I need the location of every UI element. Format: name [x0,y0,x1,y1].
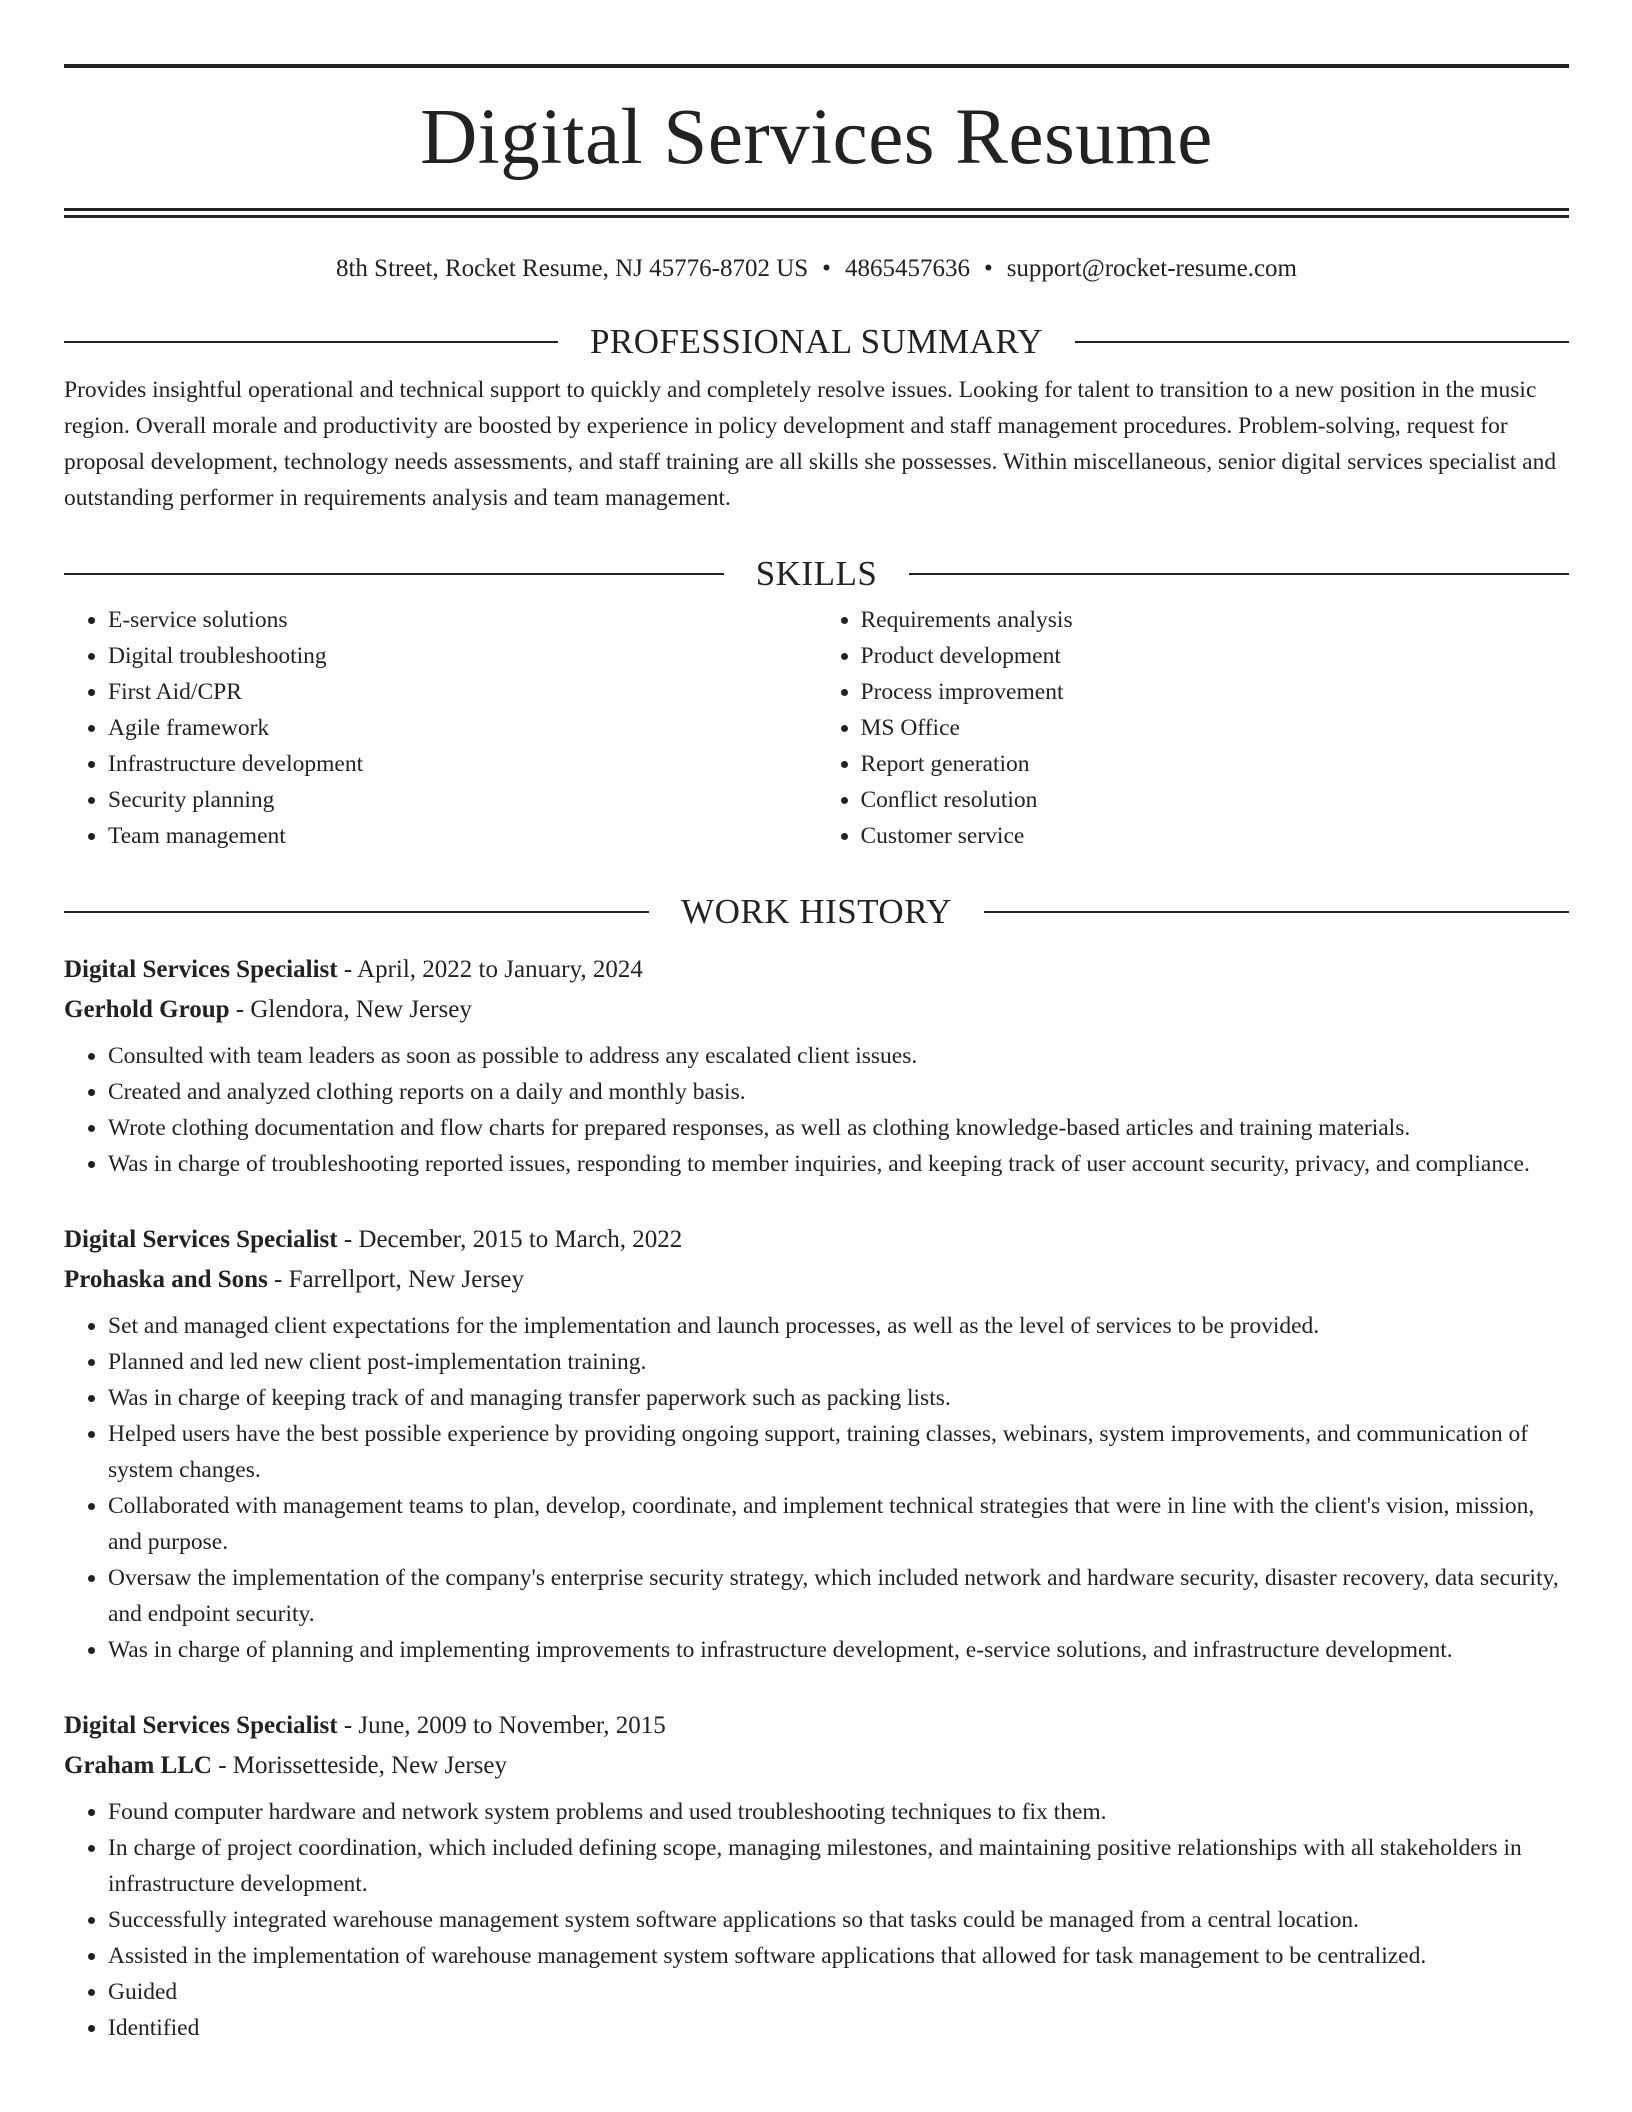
section-rule [64,911,649,913]
job-bullet: • Identified [108,2010,1569,2046]
section-rule [64,341,558,343]
job-entry [64,950,1569,1182]
skill-item: • Product development [861,638,1570,674]
skill-item: • Security planning [108,782,817,818]
job-bullets [64,1794,1569,2046]
job-bullet: • Created and analyzed clothing reports on a daily and monthly basis. [108,1074,1569,1110]
skill-item: • Infrastructure development [108,746,817,782]
summary-section-header [64,322,1569,362]
job-title: Digital Services Specialist [64,1226,338,1253]
job-bullet: • Set and managed client expectations for the implementation and launch processes, as well as the level of services to be provided. [108,1308,1569,1344]
skill-item: • Conflict resolution [861,782,1570,818]
job-entry [64,1706,1569,2046]
skills-list [64,602,1569,854]
contact-separator: • [822,255,831,282]
job-title-line [64,1706,1569,1746]
job-bullet: • Assisted in the implementation of warehouse management system software applications that allowed for task management to be centralized. [108,1938,1569,1974]
section-rule [984,911,1569,913]
top-rule [64,64,1569,68]
section-rule [909,573,1569,575]
skill-item: • E-service solutions [108,602,817,638]
job-company-line [64,990,1569,1030]
contact-phone: 4865457636 [844,255,970,282]
contact-line [64,254,1569,284]
job-bullet: • Collaborated with management teams to plan, develop, coordinate, and implement technical strategies that were in line with the client's vision, mission, and purpose. [108,1488,1569,1560]
skill-item: • First Aid/CPR [108,674,817,710]
job-company: Prohaska and Sons [64,1266,268,1293]
skills-column-right [817,602,1570,854]
title-double-rule [64,208,1569,218]
contact-address: 8th Street, Rocket Resume, NJ 45776-8702 US [335,255,809,282]
job-company: Graham LLC [64,1752,212,1779]
work-heading: WORK HISTORY [681,892,952,931]
skill-item: • Agile framework [108,710,817,746]
job-bullet: • Found computer hardware and network system problems and used troubleshooting techniques to fix them. [108,1794,1569,1830]
job-title: Digital Services Specialist [64,1712,338,1739]
job-dash: - [267,1266,289,1293]
job-bullet: • Oversaw the implementation of the company's enterprise security strategy, which included network and hardware security, disaster recovery, data security, and endpoint security. [108,1560,1569,1632]
job-company: Gerhold Group [64,996,230,1023]
job-bullets [64,1308,1569,1668]
skill-item: • Process improvement [861,674,1570,710]
job-dash: - [337,1712,359,1739]
skills-heading: SKILLS [755,554,878,593]
job-bullet: • Guided [108,1974,1569,2010]
job-entry [64,1220,1569,1668]
job-title-line [64,1220,1569,1260]
skill-item: • Team management [108,818,817,854]
job-location: Glendora, New Jersey [250,996,472,1023]
job-bullet: • Wrote clothing documentation and flow charts for prepared responses, as well as clothing knowledge-based articles and training materials. [108,1110,1569,1146]
job-location: Morissetteside, New Jersey [232,1752,508,1779]
job-bullet: • Consulted with team leaders as soon as possible to address any escalated client issues. [108,1038,1569,1074]
job-bullet: • Successfully integrated warehouse management system software applications so that tasks could be managed from a central location. [108,1902,1569,1938]
skill-item: • Digital troubleshooting [108,638,817,674]
work-section-header [64,892,1569,932]
contact-email: support@rocket-resume.com [1006,255,1297,282]
job-bullet: • Was in charge of keeping track of and managing transfer paperwork such as packing lists. [108,1380,1569,1416]
job-dates: April, 2022 to January, 2024 [357,956,643,983]
job-dash: - [211,1752,233,1779]
job-bullet: • Was in charge of troubleshooting reported issues, responding to member inquiries, and keeping track of user account security, privacy, and compliance. [108,1146,1569,1182]
summary-text: Provides insightful operational and technical support to quickly and completely resolve issues. Looking for talent to transition to a new position in the music region. Overall morale and productivity are boosted by experience in policy development and staff management procedures. Problem-solving, request for proposal development, technology needs assessments, and staff training are all skills she possesses. Within miscellaneous, senior digital services specialist and outstanding performer in requirements analysis and team management. [64,377,1557,511]
job-company-line [64,1746,1569,1786]
job-bullet: • Helped users have the best possible experience by providing ongoing support, training classes, webinars, system improvements, and communication of system changes. [108,1416,1569,1488]
job-company-line [64,1260,1569,1300]
section-rule [64,573,724,575]
skill-item: • MS Office [861,710,1570,746]
skill-item: • Requirements analysis [861,602,1570,638]
job-dates: June, 2009 to November, 2015 [358,1712,666,1739]
resume-content [64,64,1569,2046]
skill-item: • Report generation [861,746,1570,782]
job-location: Farrellport, New Jersey [288,1266,524,1293]
job-dash: - [229,996,251,1023]
job-dates: December, 2015 to March, 2022 [358,1226,683,1253]
job-bullets [64,1038,1569,1182]
job-dash: - [337,1226,359,1253]
contact-separator: • [983,255,993,282]
section-rule [1075,341,1569,343]
skills-column-left [64,602,817,854]
summary-heading: PROFESSIONAL SUMMARY [589,322,1044,361]
job-bullet: • In charge of project coordination, which included defining scope, managing milestones, and maintaining positive relationships with all stakeholders in infrastructure development. [108,1830,1569,1902]
job-bullet: • Planned and led new client post-implementation training. [108,1344,1569,1380]
job-title-line [64,950,1569,990]
job-bullet: • Was in charge of planning and implementing improvements to infrastructure development, e-service solutions, and infrastructure development. [108,1632,1569,1668]
resume-title: Digital Services Resume [420,94,1213,181]
skills-section-header [64,554,1569,594]
skill-item: • Customer service [861,818,1570,854]
job-title: Digital Services Specialist [64,956,338,983]
job-dash: - [337,956,358,983]
